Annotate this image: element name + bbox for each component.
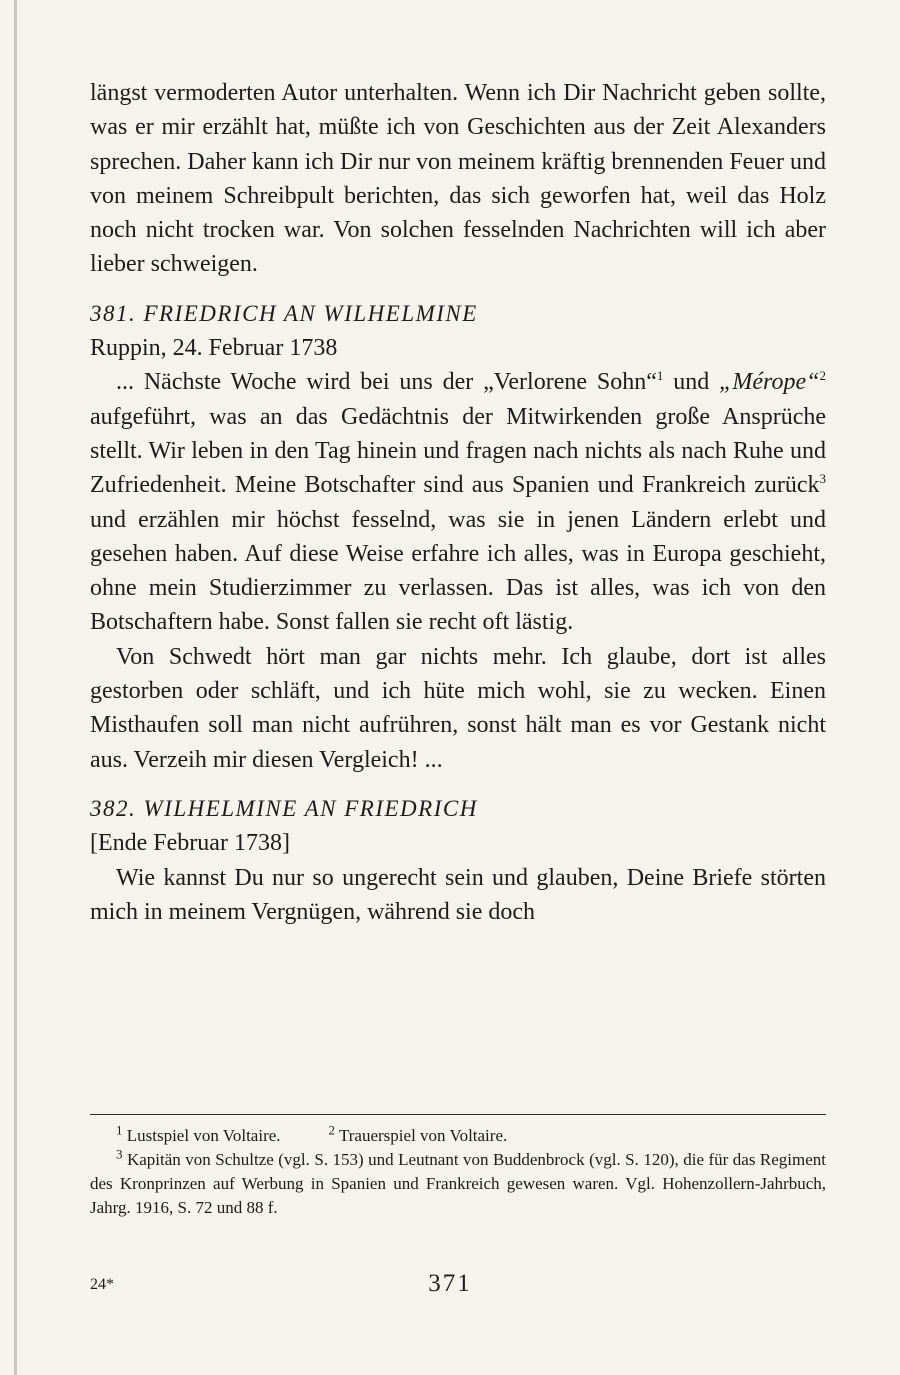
printer-signature-mark: 24* bbox=[90, 1276, 114, 1293]
letter-381-dateline: Ruppin, 24. Februar 1738 bbox=[90, 335, 338, 362]
footnote-3: $^3$ Kapitän von Schultze (vgl. S. 153) und Leutnant von Buddenbrock (vgl. S. 120), die für das Regiment des Kronprinzen auf Werbung in Spanien und Frankreich gewesen waren. Vgl. Hohenzollern-Jahrbuch, Jahrg. 1916, S. 72 und 88 f. bbox=[90, 1146, 827, 1217]
letter-381-heading: 381. FRIEDRICH AN WILHELMINE bbox=[90, 300, 478, 326]
page-number: 371 bbox=[428, 1270, 472, 1297]
footnotes bbox=[90, 1124, 826, 1220]
letter-382-dateline: [Ende Februar 1738] bbox=[90, 830, 290, 857]
footnote-ref-3[interactable]: 3 bbox=[819, 471, 826, 487]
footnote-ref-2[interactable]: 2 bbox=[819, 368, 826, 384]
letter-381-paragraph-1: ... Nächste Woche wird bei uns der „Verlorene Sohn“$^1$ und „Mérope“$^2$ aufgeführt, was an das Gedächtnis der Mitwirkenden große Ansprüche stellt. Wir leben in den Tag hinein und fragen nach nichts als nach Ruhe und Zufriedenheit. Meine Botschafter sind aus Spanien und Frankreich zurück$^3$ und erzählen mir höchst fesselnd, was sie in jenen Ländern erlebt und gesehen haben. Auf diese Weise erfahre ich alles, was in Europa geschieht, ohne mein Studierzimmer zu verlassen. Das ist alles, was ich von den Botschaftern habe. Sonst fallen sie recht oft lästig. bbox=[90, 368, 826, 636]
merope-title: „Mérope“ bbox=[719, 369, 820, 396]
letter-381-paragraph-2: Von Schwedt hört man gar nichts mehr. Ich glaube, dort ist alles gestorben oder schläft, und ich hüte mich wohl, sie zu wecken. Einen Misthaufen soll man nicht aufrühren, sonst hält man es vor Gestank nicht aus. Verzeih mir diesen Vergleich! ... bbox=[90, 643, 826, 773]
footnote-line-1-2: $^1$ Lustspiel von Voltaire. $^2$ Trauerspiel von Voltaire. bbox=[116, 1122, 508, 1145]
letter-382-heading: 382. WILHELMINE AN FRIEDRICH bbox=[90, 795, 478, 821]
footnote-ref-1[interactable]: 1 bbox=[656, 368, 664, 384]
paragraph-continuation: längst vermoderten Autor unterhalten. Wenn ich Dir Nachricht geben sollte, was er mir erzählt hat, müßte ich von Geschichten aus der Zeit Alexanders sprechen. Daher kann ich Dir nur von meinem kräftig brennenden Feuer und von meinem Schreibpult berichten, das sich geworfen hat, weil das Holz noch nicht trocken war. Von solchen fesselnden Nachrichten will ich aber lieber schweigen. bbox=[90, 80, 826, 278]
footnote-divider bbox=[90, 1114, 826, 1115]
footnote-2: Trauerspiel von Voltaire. bbox=[338, 1126, 508, 1145]
main-text bbox=[90, 76, 826, 929]
page-binding-edge bbox=[14, 0, 17, 1375]
letter-382-paragraph-1: Wie kannst Du nur so ungerecht sein und glauben, Deine Briefe störten mich in meinem Vergnügen, während sie doch bbox=[90, 864, 826, 925]
footnote-1: Lustspiel von Voltaire. bbox=[126, 1126, 281, 1145]
